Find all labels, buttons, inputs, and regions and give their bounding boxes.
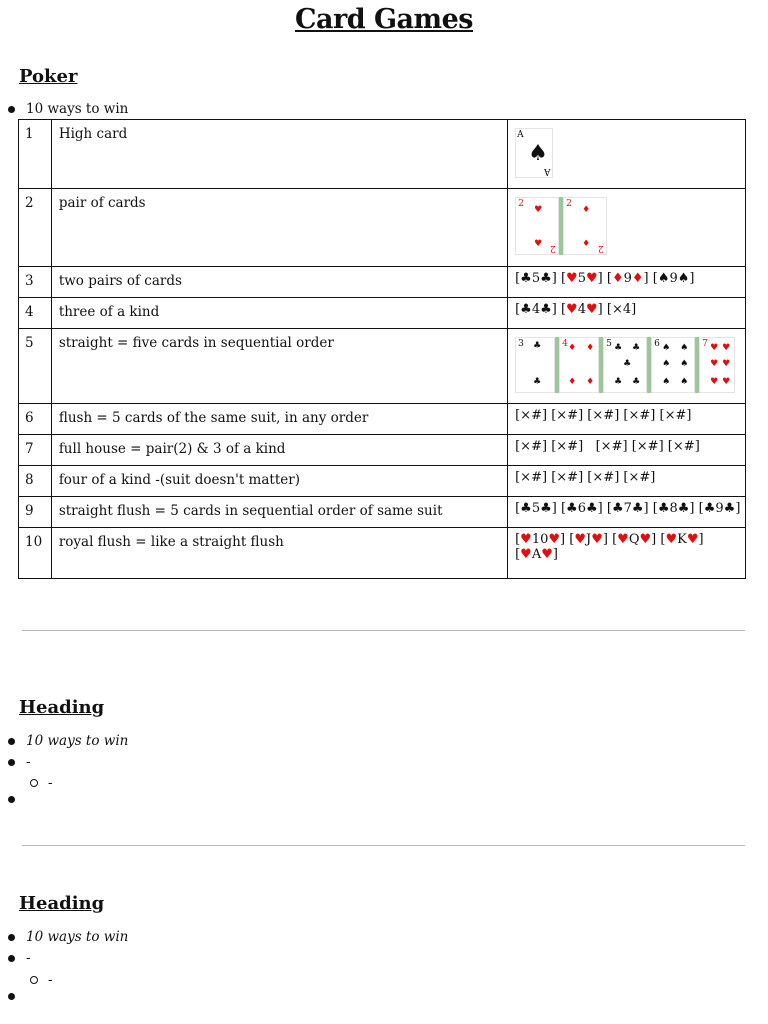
heart-icon: ♥ (722, 359, 731, 369)
heart-icon: ♥ (710, 377, 719, 387)
bullet-dot (8, 796, 15, 803)
bullet-dot (8, 955, 15, 962)
six-of-spades-card (651, 337, 695, 393)
club-icon: ♣ (623, 359, 632, 369)
hand-description: straight flush = 5 cards in sequential order of same suit (51, 497, 507, 528)
card-corner-rank: 2 (598, 243, 604, 253)
club-icon: ♣ (614, 377, 623, 387)
table-row (19, 404, 746, 435)
section3-bullet (8, 929, 128, 945)
bullet-dot (8, 106, 15, 113)
bullet-ring (30, 779, 38, 787)
spade-icon: ♠ (662, 359, 671, 369)
section3-heading: Heading (19, 893, 105, 914)
card-corner-rank: 2 (518, 199, 524, 209)
table-row (19, 466, 746, 497)
diamond-icon: ♦ (586, 343, 595, 353)
section2-bullet (8, 733, 128, 749)
card-corner-rank: 2 (566, 199, 572, 209)
section2-empty-bullet (8, 796, 26, 803)
section3-empty-bullet (8, 993, 26, 1000)
section3-bullet-text: 10 ways to win (26, 929, 129, 945)
section3-sub-bullet (30, 972, 53, 988)
table-row (19, 120, 746, 189)
table-row (19, 497, 746, 528)
table-row (19, 189, 746, 267)
card-corner-rank: 6 (654, 339, 660, 349)
heart-icon: ♥ (722, 377, 731, 387)
two-of-hearts-card (515, 197, 559, 255)
section3-bullet (8, 950, 31, 966)
hand-number: 1 (19, 120, 52, 189)
bullet-dot (8, 993, 15, 1000)
section3-sub-bullet-text: - (48, 972, 53, 988)
club-icon: ♣ (632, 343, 641, 353)
heart-icon: ♥ (534, 205, 543, 215)
horizontal-rule (22, 630, 745, 631)
table-row (19, 267, 746, 298)
section2-bullet-text: 10 ways to win (26, 733, 129, 749)
card-corner-rank: 5 (606, 339, 612, 349)
hand-description: royal flush = like a straight flush (51, 528, 507, 579)
poker-heading: Poker (19, 66, 78, 87)
spade-icon: ♠ (680, 359, 689, 369)
poker-intro-bullet (8, 101, 128, 117)
card-corner-rank: 2 (550, 243, 556, 253)
hand-cards-text: [×#] [×#] [×#] [×#] [×#] (508, 435, 746, 466)
hand-cards-image (508, 120, 746, 189)
section3-bullet-text: - (26, 950, 31, 966)
spade-icon: ♠ (680, 377, 689, 387)
diamond-icon: ♦ (582, 205, 591, 215)
card-corner-rank: 4 (562, 339, 568, 349)
poker-intro-text: 10 ways to win (26, 101, 129, 117)
pair-of-twos-image (515, 197, 745, 259)
hand-cards-text: [×#] [×#] [×#] [×#] (508, 466, 746, 497)
hand-description: two pairs of cards (51, 267, 507, 298)
diamond-icon: ♦ (568, 377, 577, 387)
hand-description: pair of cards (51, 189, 507, 267)
spade-icon: ♠ (662, 343, 671, 353)
hand-description: straight = five cards in sequential order (51, 329, 507, 404)
heart-icon: ♥ (534, 239, 543, 249)
hand-description: full house = pair(2) & 3 of a kind (51, 435, 507, 466)
club-icon: ♣ (632, 377, 641, 387)
hand-number: 5 (19, 329, 52, 404)
table-row (19, 435, 746, 466)
spade-icon: ♠ (528, 141, 548, 166)
hand-description: three of a kind (51, 298, 507, 329)
bullet-dot (8, 934, 15, 941)
table-row (19, 298, 746, 329)
straight-image (515, 337, 745, 397)
diamond-icon: ♦ (568, 343, 577, 353)
bullet-dot (8, 738, 15, 745)
hand-description: High card (51, 120, 507, 189)
bullet-dot (8, 759, 15, 766)
bullet-ring (30, 976, 38, 984)
seven-of-hearts-card (699, 337, 735, 393)
hand-cards-text: [♣5♣] [♣6♣] [♣7♣] [♣8♣] [♣9♣] (508, 497, 746, 528)
hand-number: 2 (19, 189, 52, 267)
hand-number: 4 (19, 298, 52, 329)
hand-description: flush = 5 cards of the same suit, in any order (51, 404, 507, 435)
hand-cards-text: [×#] [×#] [×#] [×#] [×#] (508, 404, 746, 435)
diamond-icon: ♦ (582, 239, 591, 249)
card-corner-rank: 3 (518, 339, 524, 349)
heart-icon: ♥ (710, 343, 719, 353)
horizontal-rule (22, 845, 745, 846)
hand-cards-image (508, 189, 746, 267)
three-of-clubs-card (515, 337, 555, 393)
page-title: Card Games (295, 4, 473, 35)
card-corner-rank: 7 (702, 339, 708, 349)
heart-icon: ♥ (710, 359, 719, 369)
club-icon: ♣ (533, 341, 542, 351)
hand-number: 9 (19, 497, 52, 528)
hand-number: 8 (19, 466, 52, 497)
heart-icon: ♥ (722, 343, 731, 353)
spade-icon: ♠ (680, 343, 689, 353)
section2-sub-bullet-text: - (48, 775, 53, 791)
club-icon: ♣ (533, 377, 542, 387)
hand-number: 10 (19, 528, 52, 579)
poker-hands-table (18, 119, 746, 579)
diamond-icon: ♦ (586, 377, 595, 387)
card-corner-rank: A (517, 130, 524, 140)
hand-cards-text: [♣5♣] [♥5♥] [♦9♦] [♠9♠] (508, 267, 746, 298)
table-row (19, 528, 746, 579)
five-of-clubs-card (603, 337, 647, 393)
hand-cards-image (508, 329, 746, 404)
section2-heading: Heading (19, 697, 105, 718)
two-of-diamonds-card (563, 197, 607, 255)
hand-cards-text: [♣4♣] [♥4♥] [×4] (508, 298, 746, 329)
hand-number: 7 (19, 435, 52, 466)
table-row (19, 329, 746, 404)
club-icon: ♣ (614, 343, 623, 353)
hand-description: four of a kind -(suit doesn't matter) (51, 466, 507, 497)
section2-sub-bullet (30, 775, 53, 791)
four-of-diamonds-card (559, 337, 599, 393)
card-corner-rank: A (543, 166, 551, 176)
hand-cards-text: [♥10♥] [♥J♥] [♥Q♥] [♥K♥] [♥A♥] (508, 528, 746, 579)
ace-of-spades-card (515, 128, 553, 178)
hand-number: 6 (19, 404, 52, 435)
section2-bullet-text: - (26, 754, 31, 770)
spade-icon: ♠ (662, 377, 671, 387)
section2-bullet (8, 754, 31, 770)
hand-number: 3 (19, 267, 52, 298)
